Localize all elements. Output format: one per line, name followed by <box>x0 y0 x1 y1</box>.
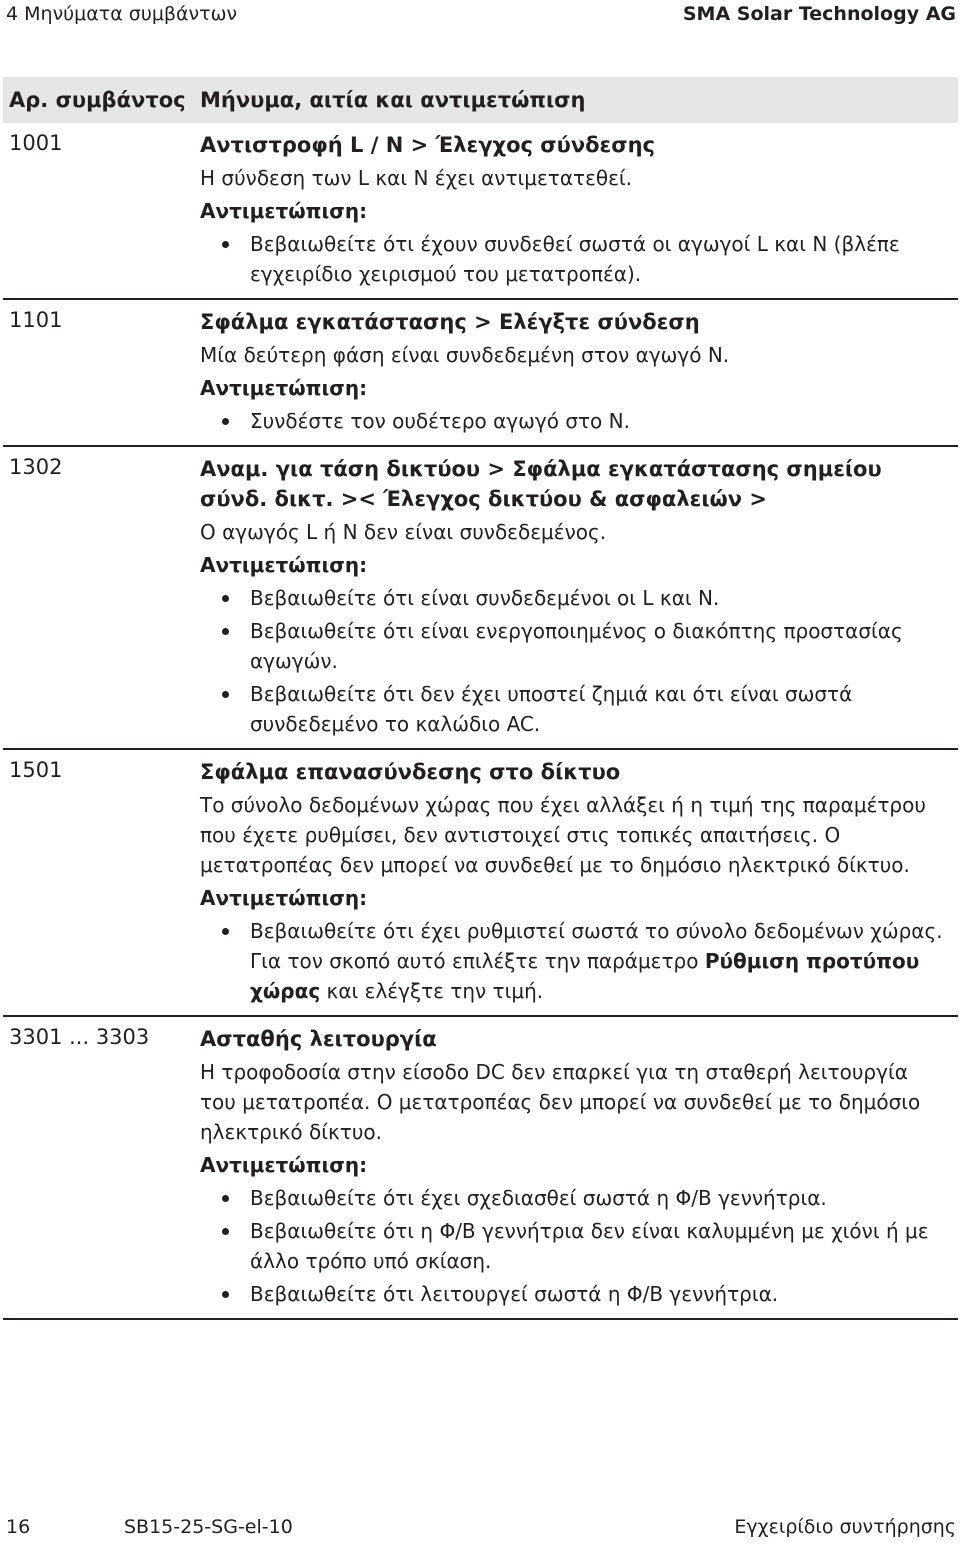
list-item <box>200 229 948 289</box>
parameter-name: Ρύθμιση προτύπου χώρας <box>250 949 920 1003</box>
list-item <box>200 583 948 613</box>
remedy-label: Αντιμετώπιση: <box>200 1153 368 1177</box>
remedy-label: Αντιμετώπιση: <box>200 199 368 223</box>
bullet-icon <box>222 418 229 425</box>
company-name: SMA Solar Technology AG <box>682 3 956 25</box>
list-item <box>200 1216 948 1276</box>
bullet-icon <box>222 1228 229 1235</box>
remedy-text: Βεβαιωθείτε ότι λειτουργεί σωστά η Φ/Β γεννήτρια. <box>250 1282 779 1306</box>
event-title: Σφάλμα εγκατάστασης > Ελέγξτε σύνδεση <box>200 310 700 334</box>
event-number: 3301 ... 3303 <box>9 1025 150 1049</box>
list-item <box>200 406 948 436</box>
event-title: Αναμ. για τάση δικτύου > Σφάλμα εγκατάστασης σημείου σύνδ. δικτ. >< Έλεγχος δικτύου & ασφαλειών > <box>200 457 882 511</box>
remedy-label: Αντιμετώπιση: <box>200 886 368 910</box>
remedy-list <box>200 583 948 739</box>
remedy-text: Βεβαιωθείτε ότι η Φ/Β γεννήτρια δεν είναι καλυμμένη με χιόνι ή με άλλο τρόπο υπό σκίαση. <box>250 1219 929 1273</box>
remedy-text: Βεβαιωθείτε ότι έχουν συνδεθεί σωστά οι αγωγοί L και N (βλέπε εγχειρίδιο χειρισμού του μετατροπέα). <box>250 232 900 286</box>
event-number: 1001 <box>9 131 63 155</box>
remedy-label: Αντιμετώπιση: <box>200 553 368 577</box>
event-title: Σφάλμα επανασύνδεσης στο δίκτυο <box>200 760 621 784</box>
bullet-icon <box>222 241 229 248</box>
list-item <box>200 1279 948 1309</box>
table-row <box>3 1017 958 1320</box>
list-item <box>200 916 948 1006</box>
remedy-list <box>200 229 948 289</box>
remedy-text: και ελέγξτε την τιμή. <box>320 979 544 1003</box>
remedy-text: Βεβαιωθείτε ότι έχει ρυθμιστεί σωστά το σύνολο δεδομένων χώρας. Για τον σκοπό αυτό επιλέξτε την παράμετρο <box>250 919 943 973</box>
table-row <box>3 123 958 300</box>
chapter-title: 4 Μηνύματα συμβάντων <box>6 3 238 25</box>
list-item <box>200 616 948 676</box>
column-header-message: Μήνυμα, αιτία και αντιμετώπιση <box>200 88 586 112</box>
event-title: Αντιστροφή L / N > Έλεγχος σύνδεσης <box>200 133 655 157</box>
list-item <box>200 1183 948 1213</box>
table-row <box>3 447 958 750</box>
remedy-list <box>200 916 948 1006</box>
remedy-label: Αντιμετώπιση: <box>200 376 368 400</box>
table-row <box>3 300 958 447</box>
event-number: 1501 <box>9 758 63 782</box>
page-number: 16 <box>6 1516 31 1538</box>
bullet-icon <box>222 595 229 602</box>
table-header <box>3 77 958 123</box>
event-cause: Η σύνδεση των L και N έχει αντιμετατεθεί. <box>200 166 633 190</box>
remedy-text: Βεβαιωθείτε ότι είναι συνδεδεμένοι οι L και N. <box>250 586 720 610</box>
page-footer <box>6 1516 956 1544</box>
bullet-icon <box>222 1195 229 1202</box>
remedy-text: Συνδέστε τον ουδέτερο αγωγό στο N. <box>250 409 630 433</box>
remedy-list <box>200 406 948 436</box>
remedy-text: Βεβαιωθείτε ότι είναι ενεργοποιημένος ο διακόπτης προστασίας αγωγών. <box>250 619 903 673</box>
document-code: SB15-25-SG-el-10 <box>124 1516 293 1538</box>
remedy-list <box>200 1183 948 1309</box>
event-number: 1302 <box>9 455 63 479</box>
bullet-icon <box>222 628 229 635</box>
event-table <box>3 77 958 1320</box>
event-cause: Το σύνολο δεδομένων χώρας που έχει αλλάξει ή η τιμή της παραμέτρου που έχετε ρυθμίσει, δεν αντιστοιχεί στις τοπικές απαιτήσεις. Ο μετατροπέας δεν μπορεί να συνδεθεί με το δημόσιο ηλεκτρικό δίκτυο. <box>200 793 926 877</box>
page-header <box>6 0 956 36</box>
remedy-text: Βεβαιωθείτε ότι έχει σχεδιασθεί σωστά η Φ/Β γεννήτρια. <box>250 1186 827 1210</box>
column-header-event-number: Αρ. συμβάντος <box>9 88 186 112</box>
bullet-icon <box>222 928 229 935</box>
bullet-icon <box>222 691 229 698</box>
event-cause: Η τροφοδοσία στην είσοδο DC δεν επαρκεί για τη σταθερή λειτουργία του μετατροπέα. Ο μετατροπέας δεν μπορεί να συνδεθεί με το δημόσιο ηλεκτρικό δίκτυο. <box>200 1060 921 1144</box>
document-title: Εγχειρίδιο συντήρησης <box>734 1516 956 1538</box>
event-cause: Ο αγωγός L ή N δεν είναι συνδεδεμένος. <box>200 520 607 544</box>
list-item <box>200 679 948 739</box>
table-row <box>3 750 958 1017</box>
bullet-icon <box>222 1291 229 1298</box>
remedy-text: Βεβαιωθείτε ότι δεν έχει υποστεί ζημιά και ότι είναι σωστά συνδεδεμένο το καλώδιο AC. <box>250 682 853 736</box>
event-cause: Μία δεύτερη φάση είναι συνδεδεμένη στον αγωγό N. <box>200 343 730 367</box>
event-number: 1101 <box>9 308 63 332</box>
event-title: Ασταθής λειτουργία <box>200 1027 437 1051</box>
